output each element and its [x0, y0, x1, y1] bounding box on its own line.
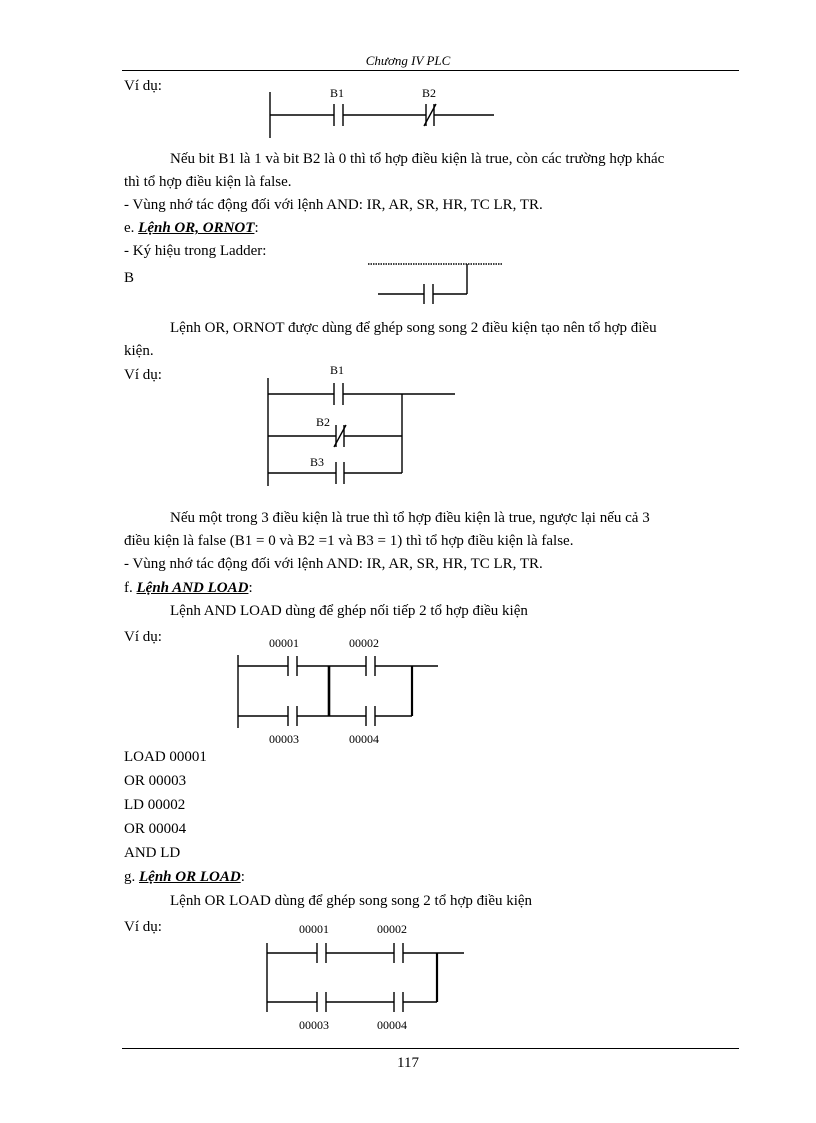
section-title: Lệnh OR, ORNOT [138, 220, 255, 236]
paragraph-line: điều kiện là false (B1 = 0 và B2 =1 và B3 = 1) thì tổ hợp điều kiện là false. [124, 533, 574, 549]
paragraph-line: Nếu một trong 3 điều kiện là true thì tổ hợp điều kiện là true, ngược lại nếu cả 3 [170, 510, 650, 526]
paragraph-line: Lệnh OR LOAD dùng để ghép song song 2 tổ hợp điều kiện [170, 893, 533, 909]
memory-area-note: - Vùng nhớ tác động đối với lệnh AND: IR, AR, SR, HR, TC LR, TR. [124, 556, 543, 572]
contact-label-00004: 00004 [377, 1018, 407, 1032]
contact-label-b3: B3 [310, 455, 325, 469]
page-number: 117 [397, 1055, 419, 1071]
example-label: Ví dụ: [124, 919, 162, 935]
code-line: LOAD 00001 [124, 749, 207, 765]
code-line: OR 00004 [124, 821, 187, 837]
memory-area-note: - Vùng nhớ tác động đối với lệnh AND: IR, AR, SR, HR, TC LR, TR. [124, 197, 543, 213]
example-label: Ví dụ: [124, 367, 162, 383]
example-label: Ví dụ: [124, 629, 162, 645]
page-header-title: Chương IV PLC [365, 53, 451, 68]
code-line: LD 00002 [124, 797, 186, 813]
contact-label-00003: 00003 [269, 732, 299, 746]
example-label: Ví dụ: [124, 78, 162, 94]
section-prefix: e. [124, 220, 135, 236]
paragraph-line: Lệnh AND LOAD dùng để ghép nối tiếp 2 tổ hợp điều kiện [170, 603, 528, 619]
paragraph-line: Lệnh OR, ORNOT được dùng để ghép song song 2 điều kiện tạo nên tổ hợp điều [170, 320, 657, 336]
section-prefix: g. [124, 869, 136, 885]
contact-label-b2: B2 [316, 415, 331, 429]
section-suffix: : [248, 580, 253, 596]
paragraph-line: thì tổ hợp điều kiện là false. [124, 174, 292, 190]
contact-label-00002: 00002 [377, 922, 407, 936]
paragraph-line: Nếu bit B1 là 1 và bit B2 là 0 thì tổ hợp điều kiện là true, còn các trường hợp khác [170, 151, 665, 167]
code-line: AND LD [124, 845, 181, 861]
contact-label-00002: 00002 [349, 636, 379, 650]
contact-label-b1: B1 [330, 86, 345, 100]
contact-label-00001: 00001 [269, 636, 299, 650]
contact-label-00003: 00003 [299, 1018, 329, 1032]
section-prefix: f. [124, 580, 133, 596]
section-title: Lệnh OR LOAD [139, 869, 241, 885]
section-suffix: : [240, 869, 245, 885]
symbol-b-label: B [124, 270, 135, 286]
section-title: Lệnh AND LOAD [136, 580, 249, 596]
paragraph-line: kiện. [124, 343, 154, 359]
contact-label-00004: 00004 [349, 732, 379, 746]
footer-rule [122, 1048, 739, 1049]
ladder-symbol-label: - Ký hiệu trong Ladder: [124, 243, 267, 259]
section-suffix: : [254, 220, 259, 236]
contact-label-b2: B2 [422, 86, 437, 100]
contact-label-00001: 00001 [299, 922, 329, 936]
code-line: OR 00003 [124, 773, 187, 789]
contact-label-b1: B1 [330, 363, 345, 377]
